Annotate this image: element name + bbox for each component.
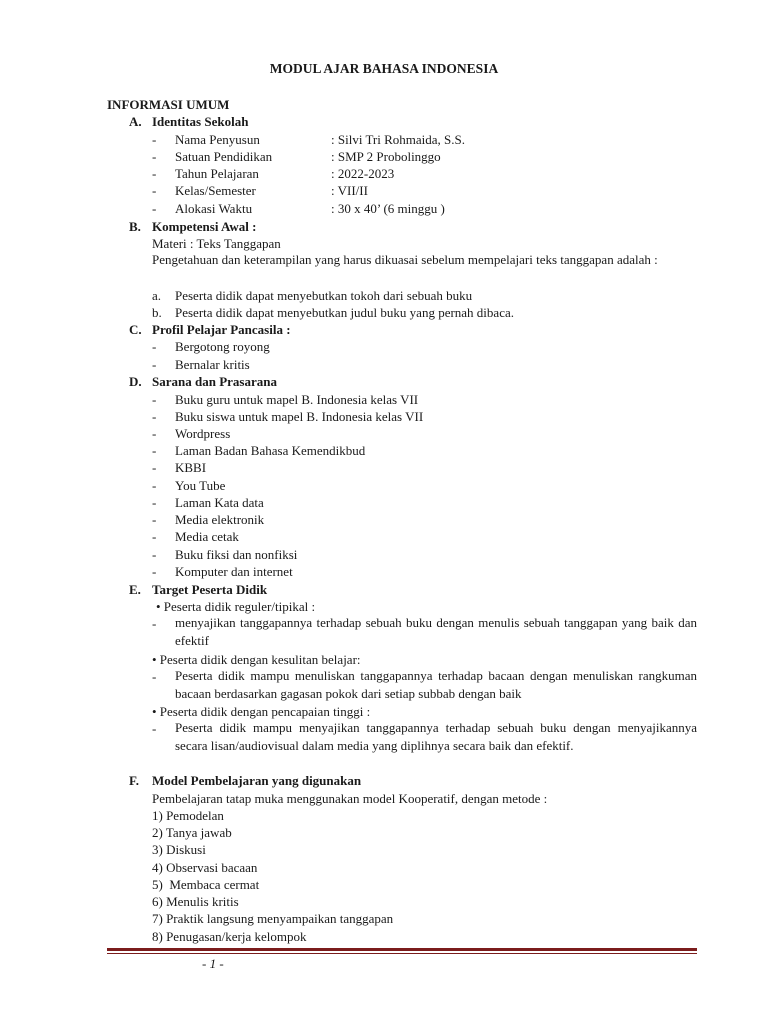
target-group-bullet: • Peserta didik reguler/tipikal : <box>156 599 316 614</box>
section-c-heading: Profil Pelajar Pancasila : <box>152 322 291 337</box>
method-item: 7) Praktik langsung menyampaikan tanggapan <box>152 911 394 926</box>
list-dash: - <box>152 132 157 147</box>
identity-label: Satuan Pendidikan <box>175 149 273 164</box>
target-group-item: Peserta didik mampu menuliskan tanggapannya terhadap bacaan dengan menuliskan rangkuman bacaan berdasarkan gagasan pokok dari setiap subbab dengan baik <box>175 668 697 701</box>
target-group-item: menyajikan tanggapannya terhadap sebuah buku dengan menulis sebuah tanggapan yang baik dan efektif <box>175 615 697 648</box>
list-dash: - <box>152 426 157 441</box>
list-item: Bergotong royong <box>175 339 270 354</box>
section-e-letter: E. <box>129 582 141 597</box>
method-item: 4) Observasi bacaan <box>152 860 258 875</box>
footer-rule-thin <box>107 953 697 954</box>
list-dash: - <box>152 183 157 198</box>
target-group-bullet: • Peserta didik dengan kesulitan belajar: <box>152 652 361 667</box>
list-dash: - <box>152 616 157 631</box>
list-dash: - <box>152 547 157 562</box>
footer-rule-thick <box>107 948 697 951</box>
list-marker: b. <box>152 305 162 320</box>
list-dash: - <box>152 721 157 736</box>
list-dash: - <box>152 201 157 216</box>
method-item: 1) Pemodelan <box>152 808 224 823</box>
list-dash: - <box>152 149 157 164</box>
list-item: Wordpress <box>175 426 231 441</box>
method-item: 3) Diskusi <box>152 842 206 857</box>
section-b-letter: B. <box>129 219 141 234</box>
section-a-letter: A. <box>129 114 142 129</box>
identity-label: Kelas/Semester <box>175 183 256 198</box>
list-item: Buku fiksi dan nonfiksi <box>175 547 298 562</box>
list-dash: - <box>152 669 157 684</box>
list-item: Laman Kata data <box>175 495 264 510</box>
section-b-heading: Kompetensi Awal : <box>152 219 257 234</box>
method-item: 6) Menulis kritis <box>152 894 239 909</box>
list-item: Peserta didik dapat menyebutkan tokoh dari sebuah buku <box>175 288 473 303</box>
method-item: 5) Membaca cermat <box>152 877 260 892</box>
list-item: You Tube <box>175 478 226 493</box>
identity-value: : 2022-2023 <box>331 166 395 181</box>
kompetensi-intro: Pengetahuan dan keterampilan yang harus dikuasai sebelum mempelajari teks tanggapan adalah : <box>152 252 658 267</box>
section-f-heading: Model Pembelajaran yang digunakan <box>152 773 362 788</box>
list-item: KBBI <box>175 460 207 475</box>
list-dash: - <box>152 460 157 475</box>
target-group-item: Peserta didik mampu menyajikan tanggapannya terhadap sebuah buku dengan menyajikannya secara lisan/audiovisual dalam media yang diplihnya secara baik dan efektif. <box>175 720 697 753</box>
list-item: Buku guru untuk mapel B. Indonesia kelas VII <box>175 392 419 407</box>
identity-label: Nama Penyusun <box>175 132 260 147</box>
list-dash: - <box>152 166 157 181</box>
section-d-heading: Sarana dan Prasarana <box>152 374 277 389</box>
list-dash: - <box>152 512 157 527</box>
list-item: Laman Badan Bahasa Kemendikbud <box>175 443 366 458</box>
list-item: Media elektronik <box>175 512 265 527</box>
list-dash: - <box>152 409 157 424</box>
list-item: Peserta didik dapat menyebutkan judul buku yang pernah dibaca. <box>175 305 514 320</box>
section-heading-informasi-umum: INFORMASI UMUM <box>107 97 230 112</box>
section-c-letter: C. <box>129 322 142 337</box>
materi-line: Materi : Teks Tanggapan <box>152 236 281 251</box>
model-intro: Pembelajaran tatap muka menggunakan model Kooperatif, dengan metode : <box>152 791 548 806</box>
identity-label: Tahun Pelajaran <box>175 166 259 181</box>
method-item: 2) Tanya jawab <box>152 825 232 840</box>
list-item: Bernalar kritis <box>175 357 250 372</box>
list-dash: - <box>152 443 157 458</box>
page-number: - 1 - <box>202 956 224 971</box>
list-marker: a. <box>152 288 162 303</box>
list-dash: - <box>152 478 157 493</box>
identity-value: : Silvi Tri Rohmaida, S.S. <box>331 132 466 147</box>
section-a-heading: Identitas Sekolah <box>152 114 249 129</box>
list-dash: - <box>152 357 157 372</box>
section-e-heading: Target Peserta Didik <box>152 582 268 597</box>
section-d-letter: D. <box>129 374 142 389</box>
target-group-bullet: • Peserta didik dengan pencapaian tinggi : <box>152 704 371 719</box>
identity-value: : VII/II <box>331 183 368 198</box>
list-dash: - <box>152 529 157 544</box>
list-dash: - <box>152 392 157 407</box>
section-f-letter: F. <box>129 773 139 788</box>
identity-value: : 30 x 40’ (6 minggu ) <box>331 201 445 216</box>
list-item: Media cetak <box>175 529 239 544</box>
list-dash: - <box>152 339 157 354</box>
list-dash: - <box>152 564 157 579</box>
identity-value: : SMP 2 Probolinggo <box>331 149 441 164</box>
list-dash: - <box>152 495 157 510</box>
method-item: 8) Penugasan/kerja kelompok <box>152 929 307 944</box>
list-item: Komputer dan internet <box>175 564 293 579</box>
identity-label: Alokasi Waktu <box>175 201 253 216</box>
list-item: Buku siswa untuk mapel B. Indonesia kelas VII <box>175 409 424 424</box>
document-title: MODUL AJAR BAHASA INDONESIA <box>269 61 499 76</box>
